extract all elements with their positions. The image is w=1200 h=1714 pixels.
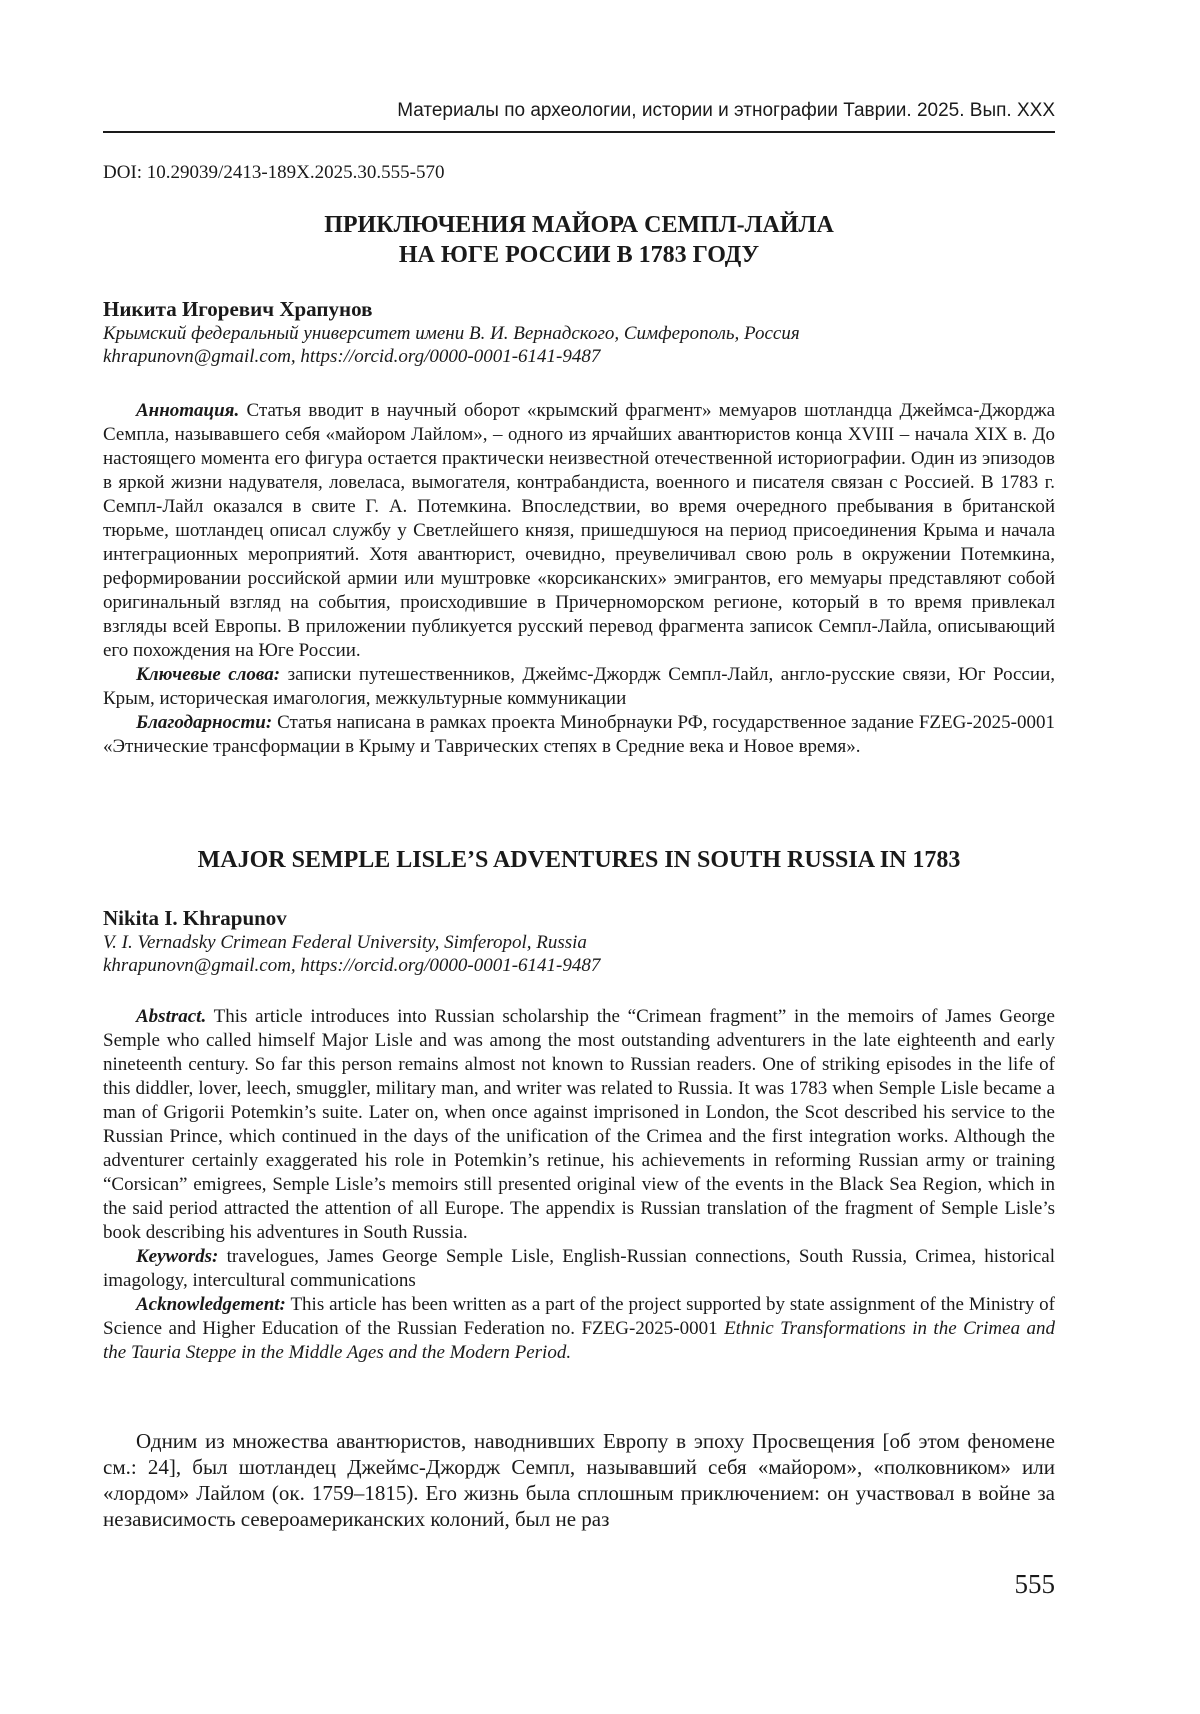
- keywords-ru-text: записки путешественников, Джеймс-Джордж Семпл-Лайл, англо-русские связи, Юг России, Крым, историческая имагология, межкультурные коммуникации: [103, 664, 1055, 709]
- abstract-ru-text: Статья вводит в научный оборот «крымский фрагмент» мемуаров шотландца Джеймса-Джорджа Семпла, называвшего себя «майором Лайлом», – одного из ярчайших авантюристов конца XVIII – начала XIX в. До настоящего момента его фигура остается практически неизвестной отечественной историографии. Один из эпизодов в яркой жизни надувателя, ловеласа, вымогателя, контрабандиста, военного и писателя связан с Россией. В 1783 г. Семпл-Лайл оказался в свите Г. А. Потемкина. Впоследствии, во время очередного пребывания в британской тюрьме, шотландец описал службу у Светлейшего князя, пришедшуюся на период присоединения Крыма и начала интеграционных мероприятий. Хотя авантюрист, очевидно, преувеличивал свою роль в окружении Потемкина, реформировании российской армии или муштровке «корсиканских» эмигрантов, его мемуары представляют собой оригинальный взгляд на события, происходившие в Причерноморском регионе, который в то время привлекал взгляды всей Европы. В приложении публикуется русский перевод фрагмента записок Семпл-Лайла, описывающий его похождения на Юге России.: [103, 400, 1056, 661]
- keywords-ru: [103, 663, 1055, 711]
- keywords-en: [103, 1245, 1055, 1293]
- keywords-en-label: Keywords:: [136, 1246, 219, 1267]
- author-contact-en: khrapunovn@gmail.com, https://orcid.org/0000-0001-6141-9487: [103, 955, 601, 976]
- running-header: Материалы по археологии, истории и этнографии Таврии. 2025. Вып. XXX: [397, 100, 1055, 121]
- abstract-en-text: This article introduces into Russian scholarship the “Crimean fragment” in the memoirs of James George Semple who called himself Major Lisle and was among the most outstanding adventurers in the late eighteenth and early nineteenth century. So far this person remains almost not known to Russian readers. One of striking episodes in the life of this diddler, lover, leech, smuggler, military man, and writer was related to Russia. It was 1783 when Semple Lisle became a man of Grigorii Potemkin’s suite. Later on, when once against imprisoned in London, the Scot described his service to the Russian Prince, which continued in the days of the unification of the Crimea and the first integration works. Although the adventurer certainly exaggerated his role in Potemkin’s retinue, his achievements in reforming Russian army or training “Corsican” emigrees, Semple Lisle’s memoirs still presented original view of the events in the Black Sea Region, which in the said period attracted the attention of all Europe. The appendix is Russian translation of the fragment of Semple Lisle’s book describing his adventures in South Russia.: [103, 1006, 1055, 1243]
- abstract-block-en: [103, 1005, 1055, 1365]
- page-number: 555: [1014, 1569, 1055, 1599]
- keywords-en-text: travelogues, James George Semple Lisle, English-Russian connections, South Russia, Crimea, historical imagology, intercultural communications: [103, 1246, 1055, 1291]
- article-title-en: MAJOR SEMPLE LISLE’S ADVENTURES IN SOUTH RUSSIA IN 1783: [197, 847, 961, 873]
- acknowledgement-ru: [103, 711, 1055, 759]
- article-title-ru-line1: ПРИКЛЮЧЕНИЯ МАЙОРА СЕМПЛ-ЛАЙЛА: [324, 212, 834, 238]
- author-affiliation-en: V. I. Vernadsky Crimean Federal University, Simferopol, Russia: [103, 932, 587, 953]
- author-contact-ru: khrapunovn@gmail.com, https://orcid.org/0000-0001-6141-9487: [103, 346, 601, 367]
- author-block-ru: [103, 296, 1055, 368]
- acknowledgement-ru-text: Статья написана в рамках проекта Минобрнауки РФ, государственное задание FZEG-2025-0001 «Этнические трансформации в Крыму и Таврических степях в Средние века и Новое время».: [103, 712, 1056, 757]
- page: [103, 0, 1055, 1714]
- abstract-en-label: Abstract.: [136, 1006, 207, 1027]
- author-affiliation-ru: Крымский федеральный университет имени В. И. Вернадского, Симферополь, Россия: [103, 323, 800, 344]
- keywords-ru-label: Ключевые слова:: [136, 664, 281, 685]
- header-rule: [103, 131, 1055, 133]
- doi: DOI: 10.29039/2413-189X.2025.30.555-570: [103, 162, 445, 183]
- acknowledgement-en: [103, 1293, 1055, 1365]
- author-name-ru: Никита Игоревич Храпунов: [103, 297, 373, 321]
- abstract-ru-label: Аннотация.: [136, 400, 240, 421]
- acknowledgement-en-project-title: Ethnic Transformations in the Crimea and the Tauria Steppe in the Middle Ages and the Modern Period.: [103, 1318, 1056, 1363]
- author-name-en: Nikita I. Khrapunov: [103, 906, 287, 930]
- acknowledgement-en-text: This article has been written as a part of the project supported by state assignment of the Ministry of Science and Higher Education of the Russian Federation no. FZEG-2025-0001: [103, 1294, 1055, 1339]
- body-text: [103, 1428, 1055, 1532]
- article-title-ru: [103, 210, 1055, 270]
- body-paragraph: Одним из множества авантюристов, наводнивших Европу в эпоху Просвещения [об этом феномене см.: 24], был шотландец Джеймс-Джордж Семпл, называвший себя «майором», «полковником» или «лордом» Лайлом (ок. 1759–1815). Его жизнь была сплошным приключением: он участвовал в войне за независимость североамериканских колоний, был не раз: [103, 1429, 1055, 1531]
- abstract-en: [103, 1005, 1055, 1245]
- abstract-block-ru: [103, 399, 1055, 759]
- acknowledgement-en-label: Acknowledgement:: [136, 1294, 286, 1315]
- abstract-ru: [103, 399, 1055, 663]
- acknowledgement-ru-label: Благодарности:: [136, 712, 273, 733]
- author-block-en: [103, 905, 1055, 977]
- article-title-ru-line2: НА ЮГЕ РОССИИ В 1783 ГОДУ: [398, 242, 760, 268]
